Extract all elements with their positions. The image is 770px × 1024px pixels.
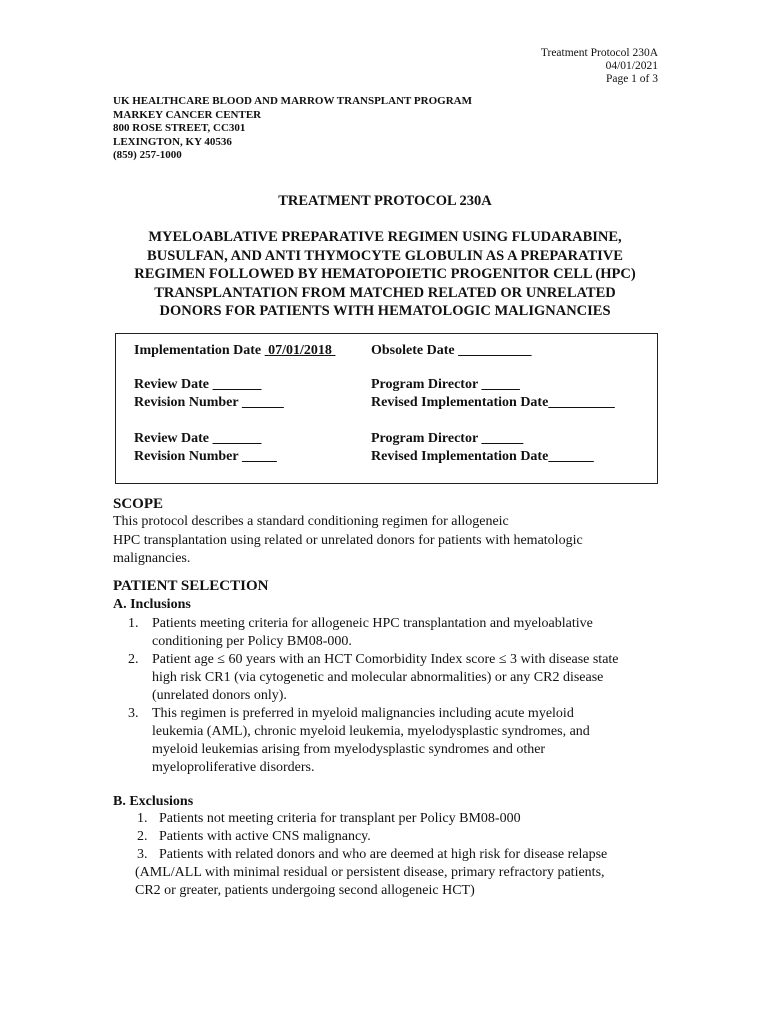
list-item-line: Patient age ≤ 60 years with an HCT Comorbidity Index score ≤ 3 with disease state xyxy=(152,652,619,667)
protocol-number: Treatment Protocol 230A xyxy=(540,47,658,59)
revision-number-blank xyxy=(242,449,277,464)
list-item-line: myeloproliferative disorders. xyxy=(152,760,315,775)
implementation-date-value: 07/01/2018 xyxy=(268,343,332,358)
program-director-blank xyxy=(481,377,520,392)
list-item-line: This regimen is preferred in myeloid malignancies including acute myeloid xyxy=(152,706,574,721)
document-subtitle xyxy=(100,228,670,321)
revised-implementation-date-1 xyxy=(371,394,615,412)
list-item-number: 2. xyxy=(137,829,148,844)
list-item xyxy=(128,651,688,705)
list-item-line: CR2 or greater, patients undergoing second allogeneic HCT) xyxy=(135,883,475,898)
list-item-line: high risk CR1 (via cytogenetic and molecular abnormalities) or any CR2 disease xyxy=(152,670,604,685)
exclusions-list xyxy=(137,810,697,900)
program-director-2 xyxy=(371,430,523,448)
scope-text xyxy=(113,513,673,569)
list-item-number: 1. xyxy=(128,616,139,631)
obsolete-date-label: Obsolete Date xyxy=(371,343,455,358)
list-item-number: 3. xyxy=(137,847,148,862)
program-director-1 xyxy=(371,376,520,394)
revised-implementation-date-label: Revised Implementation Date xyxy=(371,449,549,464)
revised-implementation-date-blank xyxy=(548,449,594,464)
review-date-label: Review Date xyxy=(134,431,210,446)
document-title: TREATMENT PROTOCOL 230A xyxy=(278,193,492,209)
subtitle-line: DONORS FOR PATIENTS WITH HEMATOLOGIC MALIGNANCIES xyxy=(159,303,611,319)
org-line: MARKEY CANCER CENTER xyxy=(113,108,262,121)
revised-implementation-date-blank xyxy=(548,395,615,410)
organization-block xyxy=(113,95,472,163)
header-date: 04/01/2021 xyxy=(605,60,658,73)
review-date-label: Review Date xyxy=(134,377,210,392)
implementation-date-label: Implementation Date xyxy=(134,343,262,358)
list-item-text: Patients with related donors and who are deemed at high risk for disease relapse xyxy=(159,847,608,862)
subtitle-line: REGIMEN FOLLOWED BY HEMATOPOIETIC PROGENITOR CELL (HPC) xyxy=(134,266,636,282)
list-item-number: 3. xyxy=(128,706,139,721)
list-item xyxy=(137,828,697,846)
inclusions-list xyxy=(128,615,688,777)
org-line: 800 ROSE STREET, CC301 xyxy=(113,122,246,135)
list-item-text: Patients not meeting criteria for transplant per Policy BM08-000 xyxy=(159,811,521,826)
patient-selection-heading: PATIENT SELECTION xyxy=(113,578,269,594)
program-director-label: Program Director xyxy=(371,431,478,446)
page-number: Page 1 of 3 xyxy=(605,73,658,86)
list-item-number: 2. xyxy=(128,652,139,667)
obsolete-date xyxy=(371,342,532,360)
list-item-text: Patients with active CNS malignancy. xyxy=(159,829,371,844)
revision-number-blank xyxy=(242,395,284,410)
list-item xyxy=(137,846,697,864)
list-item-line: conditioning per Policy BM08-000. xyxy=(152,634,352,649)
list-item-line: leukemia (AML), chronic myeloid leukemia, myelodysplastic syndromes, and xyxy=(152,724,590,739)
revision-number-1 xyxy=(134,394,284,412)
program-director-label: Program Director xyxy=(371,377,478,392)
review-date-blank xyxy=(213,431,262,446)
review-date-1 xyxy=(134,376,262,394)
revised-implementation-date-label: Revised Implementation Date xyxy=(371,395,549,410)
subtitle-line: BUSULFAN, AND ANTI THYMOCYTE GLOBULIN AS A PREPARATIVE xyxy=(147,247,623,264)
implementation-date xyxy=(134,342,335,360)
revised-implementation-date-2 xyxy=(371,448,594,466)
subtitle-line: MYELOABLATIVE PREPARATIVE REGIMEN USING FLUDARABINE, xyxy=(148,229,622,245)
subtitle-line: TRANSPLANTATION FROM MATCHED RELATED OR UNRELATED xyxy=(154,284,616,301)
org-line: UK HEALTHCARE BLOOD AND MARROW TRANSPLANT PROGRAM xyxy=(113,95,472,107)
revision-number-label: Revision Number xyxy=(134,449,239,464)
scope-heading: SCOPE xyxy=(113,496,164,512)
list-item-line: myeloid leukemias arising from myelodysplastic syndromes and other xyxy=(152,742,546,757)
scope-line: HPC transplantation using related or unrelated donors for patients with hematologic xyxy=(113,532,583,548)
program-director-blank xyxy=(481,431,523,446)
list-item-line: (AML/ALL with minimal residual or persistent disease, primary refractory patients, xyxy=(135,865,605,880)
org-line: LEXINGTON, KY 40536 xyxy=(113,135,232,148)
obsolete-date-blank xyxy=(458,343,532,358)
list-item xyxy=(128,615,688,651)
scope-line: malignancies. xyxy=(113,551,191,566)
exclusions-heading: B. Exclusions xyxy=(113,794,194,809)
revision-number-label: Revision Number xyxy=(134,395,239,410)
revision-number-2 xyxy=(134,448,277,466)
review-date-blank xyxy=(213,377,262,392)
page-header xyxy=(541,47,658,87)
review-date-2 xyxy=(134,430,262,448)
date-box xyxy=(115,333,658,484)
list-item-number: 1. xyxy=(137,811,148,826)
scope-line: This protocol describes a standard conditioning regimen for allogeneic xyxy=(113,514,509,529)
list-item-line: (unrelated donors only). xyxy=(152,688,287,703)
list-item xyxy=(128,705,688,777)
list-item xyxy=(137,810,697,828)
inclusions-heading: A. Inclusions xyxy=(113,597,191,612)
list-item-line: Patients meeting criteria for allogeneic HPC transplantation and myeloablative xyxy=(152,616,593,631)
org-line: (859) 257-1000 xyxy=(113,149,182,162)
